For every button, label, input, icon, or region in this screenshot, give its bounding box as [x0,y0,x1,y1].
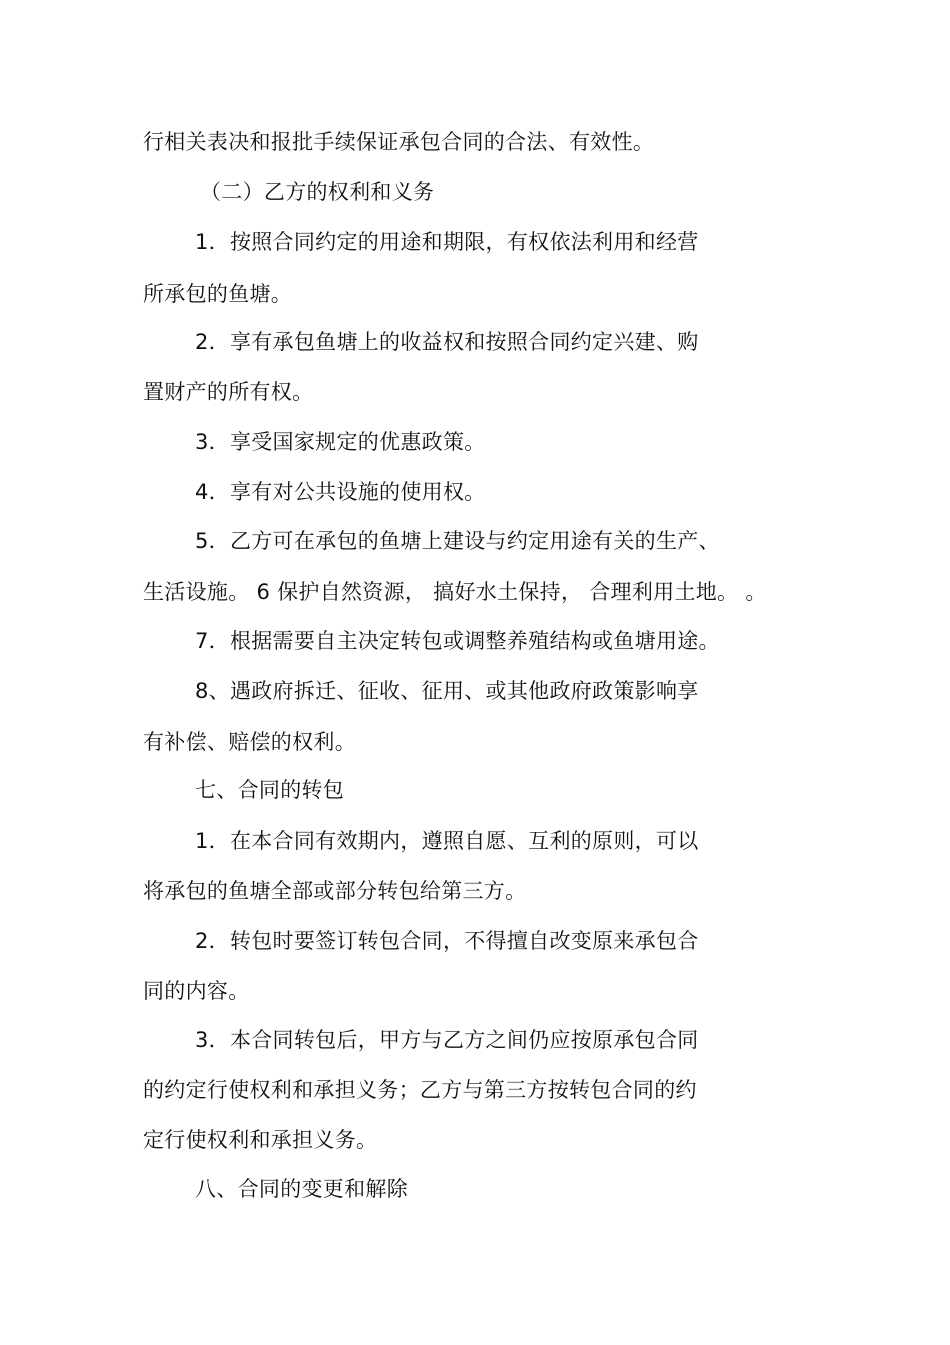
paragraph-continuation-line: 行相关表决和报批手续保证承包合同的合法、有效性。 [143,130,655,154]
section-heading-party-b-rights: （二）乙方的权利和义务 [200,180,435,204]
clause-line: 定行使权利和承担义务。 [143,1128,378,1152]
clause-line: 置财产的所有权。 [143,380,314,404]
clause-line: 4．享有对公共设施的使用权。 [195,480,486,504]
clause-line: 将承包的鱼塘全部或部分转包给第三方。 [143,879,527,903]
clause-line: 有补偿、赔偿的权利。 [143,730,356,754]
clause-line: 同的内容。 [143,979,250,1003]
clause-line: 1．按照合同约定的用途和期限，有权依法利用和经营 [195,230,699,254]
clause-line: 2．转包时要签订转包合同，不得擅自改变原来承包合 [195,929,699,953]
section-heading-modification-termination: 八、合同的变更和解除 [195,1177,408,1201]
clause-line: 3．享受国家规定的优惠政策。 [195,430,486,454]
section-heading-subcontract: 七、合同的转包 [195,778,345,802]
clause-line: 生活设施。 6 保护自然资源， 搞好水土保持， 合理利用土地。 。 [143,580,767,604]
clause-line: 1．在本合同有效期内，遵照自愿、互利的原则，可以 [195,829,699,853]
clause-line: 7．根据需要自主决定转包或调整养殖结构或鱼塘用途。 [195,629,720,653]
clause-line: 5．乙方可在承包的鱼塘上建设与约定用途有关的生产、 [195,529,720,553]
clause-line: 所承包的鱼塘。 [143,282,293,306]
clause-line: 的约定行使权利和承担义务；乙方与第三方按转包合同的约 [143,1078,697,1102]
clause-line: 2．享有承包鱼塘上的收益权和按照合同约定兴建、购 [195,330,699,354]
clause-line: 3．本合同转包后，甲方与乙方之间仍应按原承包合同 [195,1028,699,1052]
clause-line: 8、遇政府拆迁、征收、征用、或其他政府政策影响享 [195,679,699,703]
